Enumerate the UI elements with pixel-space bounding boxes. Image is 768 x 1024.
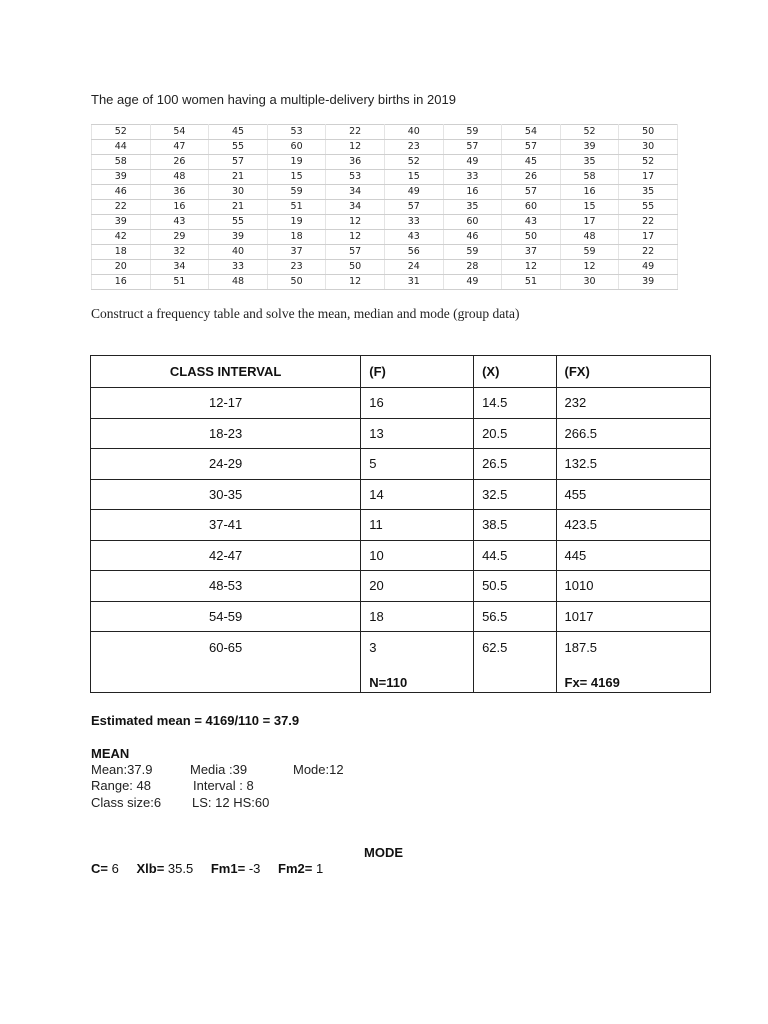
table-row xyxy=(91,418,711,449)
xlb-value: 35.5 xyxy=(167,861,194,876)
raw-data-cell: 36 xyxy=(326,155,385,170)
raw-data-cell: 18 xyxy=(92,245,151,260)
raw-data-cell: 55 xyxy=(209,140,268,155)
raw-data-cell: 21 xyxy=(209,170,268,185)
raw-data-cell: 15 xyxy=(267,170,326,185)
fx-cell: 132.5 xyxy=(556,449,711,480)
raw-data-cell: 59 xyxy=(560,245,619,260)
raw-data-cell: 26 xyxy=(502,170,561,185)
raw-data-cell: 40 xyxy=(384,125,443,140)
raw-data-cell: 18 xyxy=(267,230,326,245)
table-row xyxy=(91,449,711,480)
raw-data-cell: 12 xyxy=(502,260,561,275)
raw-data-cell: 39 xyxy=(560,140,619,155)
midpoint-cell: 56.5 xyxy=(474,601,556,632)
raw-data-cell: 39 xyxy=(92,215,151,230)
class-interval-cell: 37-41 xyxy=(91,510,361,541)
fx-cell: 445 xyxy=(556,540,711,571)
raw-data-cell: 30 xyxy=(619,140,678,155)
fx-cell: 423.5 xyxy=(556,510,711,541)
frequency-cell: 18 xyxy=(361,601,474,632)
fx-cell: 187.5 xyxy=(564,640,598,655)
class-interval-cell: 60-65 xyxy=(209,640,243,655)
midpoint-cell: 14.5 xyxy=(474,388,556,419)
raw-data-row xyxy=(92,275,678,290)
raw-data-cell: 35 xyxy=(560,155,619,170)
raw-data-cell: 43 xyxy=(502,215,561,230)
raw-data-cell: 30 xyxy=(209,185,268,200)
raw-data-cell: 40 xyxy=(209,245,268,260)
raw-data-cell: 49 xyxy=(443,275,502,290)
raw-data-cell: 58 xyxy=(560,170,619,185)
raw-data-cell: 55 xyxy=(209,215,268,230)
raw-data-cell: 59 xyxy=(443,125,502,140)
raw-data-cell: 42 xyxy=(92,230,151,245)
midpoint-cell: 38.5 xyxy=(474,510,556,541)
table-row xyxy=(91,571,711,602)
frequency-cell: 20 xyxy=(361,571,474,602)
fm2-value: 1 xyxy=(315,861,324,876)
table-row xyxy=(91,601,711,632)
raw-data-cell: 47 xyxy=(150,140,209,155)
median-value: Media :39 xyxy=(190,762,248,777)
raw-data-row xyxy=(92,155,678,170)
mode-parameters xyxy=(91,861,323,876)
raw-data-row xyxy=(92,185,678,200)
frequency-table xyxy=(90,355,711,693)
raw-data-row xyxy=(92,260,678,275)
midpoint-cell: 50.5 xyxy=(474,571,556,602)
midpoint-cell: 26.5 xyxy=(474,449,556,480)
raw-data-cell: 36 xyxy=(150,185,209,200)
raw-data-cell: 59 xyxy=(267,185,326,200)
interval-value: Interval : 8 xyxy=(193,778,254,793)
raw-data-cell: 46 xyxy=(443,230,502,245)
table-row xyxy=(91,479,711,510)
class-size-value: Class size:6 xyxy=(91,795,162,810)
raw-data-cell: 54 xyxy=(150,125,209,140)
xlb-label: Xlb= xyxy=(136,861,165,876)
raw-data-cell: 15 xyxy=(384,170,443,185)
raw-data-cell: 45 xyxy=(209,125,268,140)
raw-data-cell: 12 xyxy=(560,260,619,275)
raw-data-table xyxy=(91,124,678,290)
raw-data-cell: 57 xyxy=(443,140,502,155)
raw-data-cell: 33 xyxy=(209,260,268,275)
frequency-cell: 11 xyxy=(361,510,474,541)
frequency-cell: 3 xyxy=(369,640,377,655)
total-frequency: N=110 xyxy=(369,675,408,690)
raw-data-cell: 19 xyxy=(267,215,326,230)
raw-data-row xyxy=(92,215,678,230)
fm1-value: -3 xyxy=(248,861,261,876)
raw-data-cell: 22 xyxy=(326,125,385,140)
table-row xyxy=(91,510,711,541)
fx-cell: 455 xyxy=(556,479,711,510)
raw-data-cell: 39 xyxy=(92,170,151,185)
raw-data-cell: 31 xyxy=(384,275,443,290)
class-interval-cell: 30-35 xyxy=(91,479,361,510)
raw-data-cell: 53 xyxy=(326,170,385,185)
class-interval-cell: 48-53 xyxy=(91,571,361,602)
frequency-table-header xyxy=(91,356,711,388)
raw-data-cell: 37 xyxy=(267,245,326,260)
raw-data-cell: 54 xyxy=(502,125,561,140)
raw-data-cell: 50 xyxy=(619,125,678,140)
raw-data-cell: 46 xyxy=(92,185,151,200)
raw-data-cell: 48 xyxy=(150,170,209,185)
fx-cell: 266.5 xyxy=(556,418,711,449)
raw-data-cell: 53 xyxy=(267,125,326,140)
raw-data-cell: 16 xyxy=(560,185,619,200)
raw-data-row xyxy=(92,245,678,260)
raw-data-cell: 22 xyxy=(92,200,151,215)
raw-data-cell: 33 xyxy=(443,170,502,185)
raw-data-cell: 34 xyxy=(150,260,209,275)
ls-hs-value: LS: 12 HS:60 xyxy=(192,795,270,810)
mode-value: Mode:12 xyxy=(293,762,344,777)
raw-data-cell: 17 xyxy=(619,170,678,185)
raw-data-row xyxy=(92,230,678,245)
raw-data-cell: 12 xyxy=(326,275,385,290)
instruction-text: Construct a frequency table and solve the mean, median and mode (group data) xyxy=(91,306,520,321)
raw-data-cell: 48 xyxy=(209,275,268,290)
raw-data-cell: 57 xyxy=(502,140,561,155)
raw-data-cell: 59 xyxy=(443,245,502,260)
class-interval-cell: 54-59 xyxy=(91,601,361,632)
raw-data-cell: 55 xyxy=(619,200,678,215)
raw-data-cell: 23 xyxy=(267,260,326,275)
raw-data-cell: 22 xyxy=(619,245,678,260)
total-fx: Fx= 4169 xyxy=(564,675,620,690)
raw-data-cell: 39 xyxy=(619,275,678,290)
raw-data-cell: 21 xyxy=(209,200,268,215)
page-title: The age of 100 women having a multiple-delivery births in 2019 xyxy=(91,92,456,107)
raw-data-cell: 56 xyxy=(384,245,443,260)
raw-data-cell: 32 xyxy=(150,245,209,260)
header-fx: (FX) xyxy=(556,356,711,388)
c-label: C= xyxy=(91,861,108,876)
raw-data-cell: 50 xyxy=(267,275,326,290)
raw-data-cell: 57 xyxy=(209,155,268,170)
raw-data-cell: 43 xyxy=(384,230,443,245)
mode-heading: MODE xyxy=(364,845,403,860)
frequency-cell: 10 xyxy=(361,540,474,571)
raw-data-cell: 34 xyxy=(326,200,385,215)
class-interval-cell: 42-47 xyxy=(91,540,361,571)
estimated-mean: Estimated mean = 4169/110 = 37.9 xyxy=(91,713,300,728)
raw-data-cell: 44 xyxy=(92,140,151,155)
raw-data-cell: 24 xyxy=(384,260,443,275)
raw-data-cell: 17 xyxy=(619,230,678,245)
raw-data-cell: 34 xyxy=(326,185,385,200)
raw-data-cell: 29 xyxy=(150,230,209,245)
raw-data-cell: 30 xyxy=(560,275,619,290)
midpoint-cell: 44.5 xyxy=(474,540,556,571)
table-row xyxy=(91,388,711,419)
class-interval-cell: 12-17 xyxy=(91,388,361,419)
fx-cell: 232 xyxy=(556,388,711,419)
raw-data-cell: 60 xyxy=(443,215,502,230)
fx-cell: 1010 xyxy=(556,571,711,602)
raw-data-cell: 19 xyxy=(267,155,326,170)
raw-data-cell: 35 xyxy=(443,200,502,215)
raw-data-cell: 22 xyxy=(619,215,678,230)
raw-data-row xyxy=(92,140,678,155)
raw-data-cell: 52 xyxy=(92,125,151,140)
raw-data-cell: 28 xyxy=(443,260,502,275)
raw-data-cell: 50 xyxy=(502,230,561,245)
raw-data-cell: 52 xyxy=(560,125,619,140)
header-class-interval: CLASS INTERVAL xyxy=(91,356,361,388)
raw-data-cell: 16 xyxy=(92,275,151,290)
raw-data-cell: 26 xyxy=(150,155,209,170)
class-interval-cell: 18-23 xyxy=(91,418,361,449)
raw-data-cell: 60 xyxy=(502,200,561,215)
raw-data-cell: 16 xyxy=(443,185,502,200)
class-interval-cell: 24-29 xyxy=(91,449,361,480)
raw-data-cell: 35 xyxy=(619,185,678,200)
header-frequency: (F) xyxy=(361,356,474,388)
raw-data-cell: 60 xyxy=(267,140,326,155)
raw-data-cell: 16 xyxy=(150,200,209,215)
raw-data-cell: 12 xyxy=(326,230,385,245)
mean-heading: MEAN xyxy=(91,746,130,761)
raw-data-cell: 37 xyxy=(502,245,561,260)
raw-data-row xyxy=(92,170,678,185)
raw-data-cell: 57 xyxy=(384,200,443,215)
midpoint-cell: 32.5 xyxy=(474,479,556,510)
header-midpoint: (X) xyxy=(474,356,556,388)
c-value: 6 xyxy=(111,861,119,876)
frequency-cell: 13 xyxy=(361,418,474,449)
raw-data-cell: 50 xyxy=(326,260,385,275)
raw-data-cell: 15 xyxy=(560,200,619,215)
raw-data-cell: 57 xyxy=(326,245,385,260)
raw-data-cell: 51 xyxy=(267,200,326,215)
raw-data-cell: 57 xyxy=(502,185,561,200)
raw-data-cell: 12 xyxy=(326,215,385,230)
raw-data-cell: 49 xyxy=(443,155,502,170)
raw-data-cell: 49 xyxy=(384,185,443,200)
raw-data-cell: 48 xyxy=(560,230,619,245)
raw-data-cell: 52 xyxy=(619,155,678,170)
raw-data-cell: 49 xyxy=(619,260,678,275)
frequency-cell: 5 xyxy=(361,449,474,480)
fm1-label: Fm1= xyxy=(210,861,246,876)
raw-data-cell: 17 xyxy=(560,215,619,230)
mean-value: Mean:37.9 xyxy=(91,762,153,777)
raw-data-cell: 20 xyxy=(92,260,151,275)
raw-data-cell: 23 xyxy=(384,140,443,155)
table-row xyxy=(91,632,711,693)
fm2-label: Fm2= xyxy=(278,861,313,876)
frequency-cell: 16 xyxy=(361,388,474,419)
raw-data-row xyxy=(92,125,678,140)
range-value: Range: 48 xyxy=(91,778,151,793)
midpoint-cell: 62.5 xyxy=(482,640,508,655)
raw-data-cell: 39 xyxy=(209,230,268,245)
table-row xyxy=(91,540,711,571)
raw-data-cell: 45 xyxy=(502,155,561,170)
raw-data-cell: 51 xyxy=(150,275,209,290)
raw-data-cell: 12 xyxy=(326,140,385,155)
raw-data-cell: 33 xyxy=(384,215,443,230)
raw-data-row xyxy=(92,200,678,215)
midpoint-cell: 20.5 xyxy=(474,418,556,449)
raw-data-cell: 52 xyxy=(384,155,443,170)
raw-data-cell: 58 xyxy=(92,155,151,170)
fx-cell: 1017 xyxy=(556,601,711,632)
raw-data-cell: 51 xyxy=(502,275,561,290)
frequency-cell: 14 xyxy=(361,479,474,510)
raw-data-cell: 43 xyxy=(150,215,209,230)
